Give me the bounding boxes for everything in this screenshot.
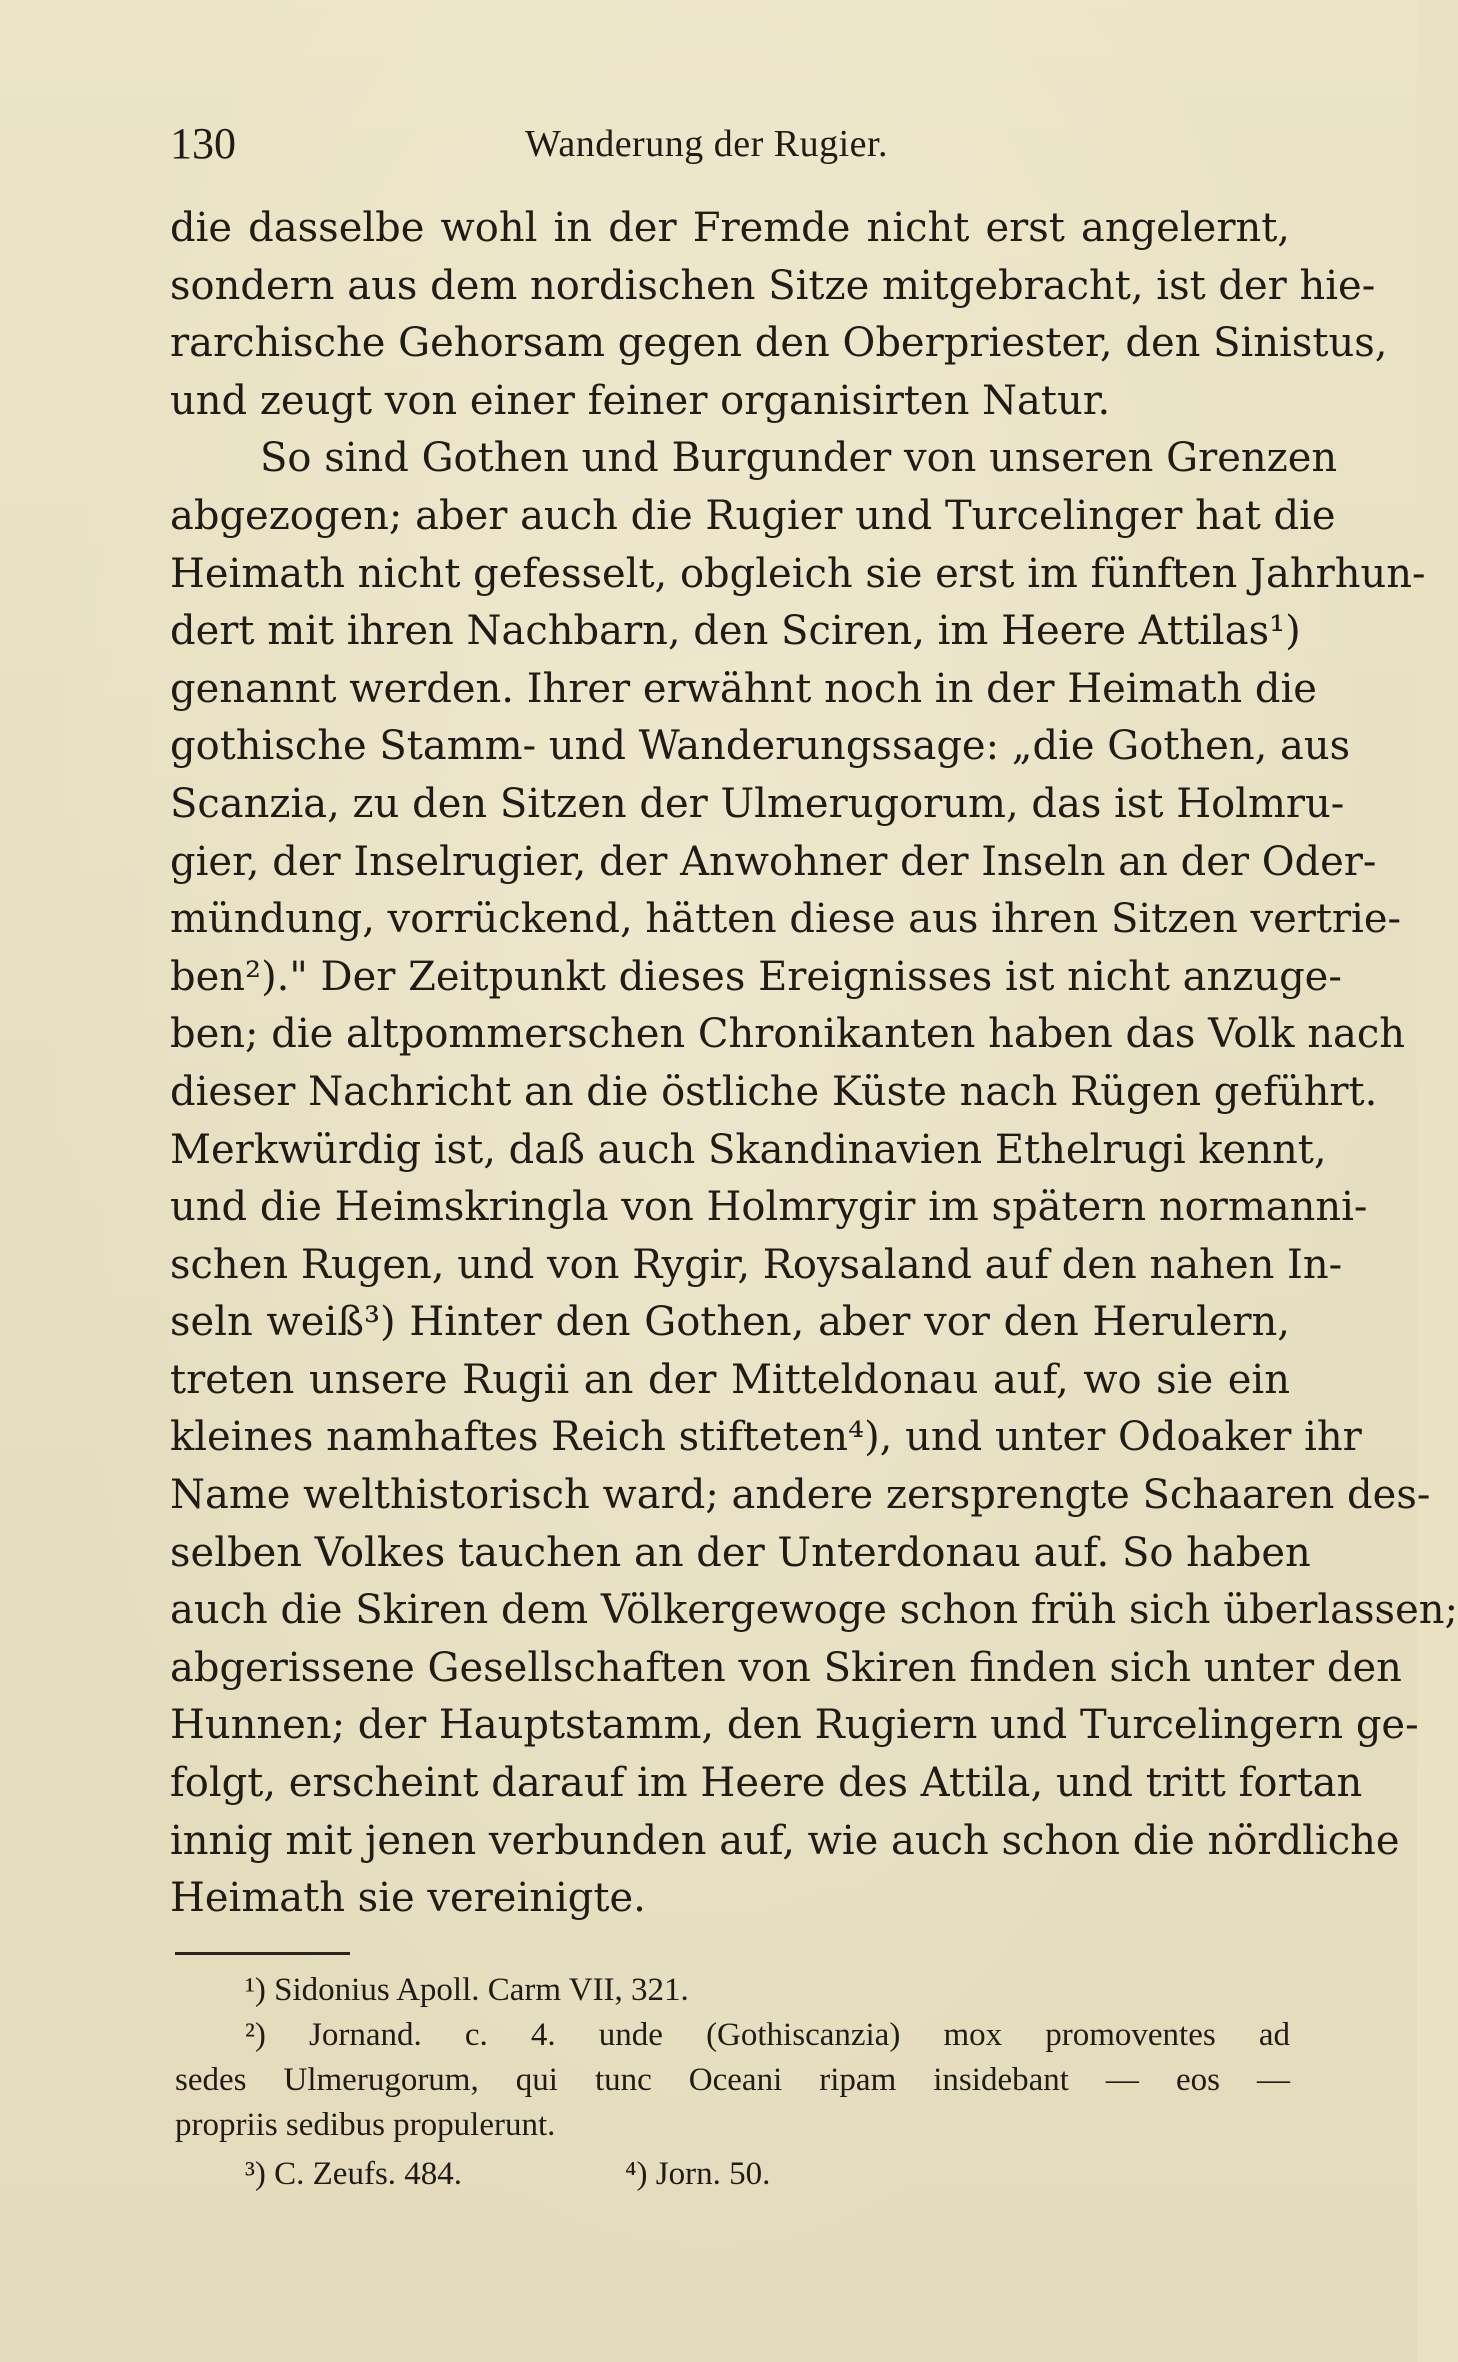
text-line: Scanzia, zu den Sitzen der Ulmerugorum, das ist Holmru- (170, 780, 1345, 827)
text-line: ben; die altpommerschen Chronikanten haben das Volk nach (170, 1011, 1405, 1058)
text-line: Hunnen; der Hauptstamm, den Rugiern und Turcelingern ge- (170, 1702, 1419, 1749)
text-line: die dasselbe wohl in der Fremde nicht erst angelernt, (170, 205, 1290, 251)
text-line: ben²)." Der Zeitpunkt dieses Ereignisses ist nicht anzuge- (170, 953, 1342, 1000)
page-number: 130 (170, 119, 236, 168)
text-line: Heimath sie vereinigte. (170, 1875, 646, 1922)
text-line: mündung, vorrückend, hätten diese aus ihren Sitzen vertrie- (170, 896, 1402, 943)
text-line: kleines namhaftes Reich stifteten⁴), und unter Odoaker ihr (170, 1414, 1362, 1461)
text-line: schen Rugen, und von Rygir, Roysaland auf den nahen In- (170, 1241, 1343, 1288)
footnote-3: ³) C. Zeufs. 484. (245, 2156, 463, 2192)
text-line: abgezogen; aber auch die Rugier und Turcelinger hat die (170, 492, 1336, 539)
body-text (170, 200, 1458, 1928)
text-line: seln weiß³) Hinter den Gothen, aber vor den Herulern, (170, 1299, 1290, 1346)
text-line: innig mit jenen verbunden auf, wie auch schon die nördliche (170, 1817, 1400, 1864)
text-line: So sind Gothen und Burgunder von unseren Grenzen (260, 435, 1338, 482)
text-line: genannt werden. Ihrer erwähnt noch in der Heimath die (170, 665, 1317, 712)
text-line: Heimath nicht gefesselt, obgleich sie erst im fünften Jahrhun- (170, 550, 1426, 597)
footnote-2-continued: sedes Ulmerugorum, qui tunc Oceani ripam insidebant — eos — (175, 2062, 1290, 2098)
text-line: treten unsere Rugii an der Mitteldonau auf, wo sie ein (170, 1356, 1290, 1403)
text-line: sondern aus dem nordischen Sitze mitgebracht, ist der hie- (170, 262, 1376, 309)
text-line: und die Heimskringla von Holmrygir im spätern normanni- (170, 1184, 1368, 1231)
text-line: und zeugt von einer feiner organisirten Natur. (170, 377, 1111, 424)
text-line: gothische Stamm- und Wanderungssage: „die Gothen, aus (170, 723, 1351, 770)
text-line: Merkwürdig ist, daß auch Skandinavien Ethelrugi kennt, (170, 1126, 1327, 1173)
text-line: dieser Nachricht an die östliche Küste nach Rügen geführt. (170, 1068, 1378, 1115)
footnotes (170, 1968, 1290, 2148)
footnote-4: ⁴) Jorn. 50. (625, 2156, 771, 2192)
text-line: dert mit ihren Nachbarn, den Sciren, im Heere Attilas¹) (170, 608, 1301, 655)
text-line: selben Volkes tauchen an der Unterdonau auf. So haben (170, 1529, 1311, 1576)
footnote-1: ¹) Sidonius Apoll. Carm VII, 321. (245, 1972, 689, 2008)
text-line: folgt, erscheint darauf im Heere des Attila, und tritt fortan (170, 1760, 1363, 1807)
running-title: Wanderung der Rugier. (525, 123, 889, 165)
text-line: abgerissene Gesellschaften von Skiren finden sich unter den (170, 1644, 1402, 1691)
text-line: auch die Skiren dem Völkergewoge schon früh sich überlassen; (170, 1587, 1458, 1634)
footnote-2: ²) Jornand. c. 4. unde (Gothiscanzia) mox promoventes ad (245, 2017, 1290, 2053)
text-line: rarchische Gehorsam gegen den Oberpriester, den Sinistus, (170, 320, 1388, 367)
text-line: gier, der Inselrugier, der Anwohner der Inseln an der Oder- (170, 838, 1377, 885)
footnote-row (245, 2152, 945, 2197)
text-line: Name welthistorisch ward; andere zersprengte Schaaren des- (170, 1472, 1431, 1519)
footnote-2-end: propriis sedibus propulerunt. (175, 2107, 556, 2143)
footnote-divider (175, 1952, 350, 1955)
page-header (170, 118, 1290, 178)
